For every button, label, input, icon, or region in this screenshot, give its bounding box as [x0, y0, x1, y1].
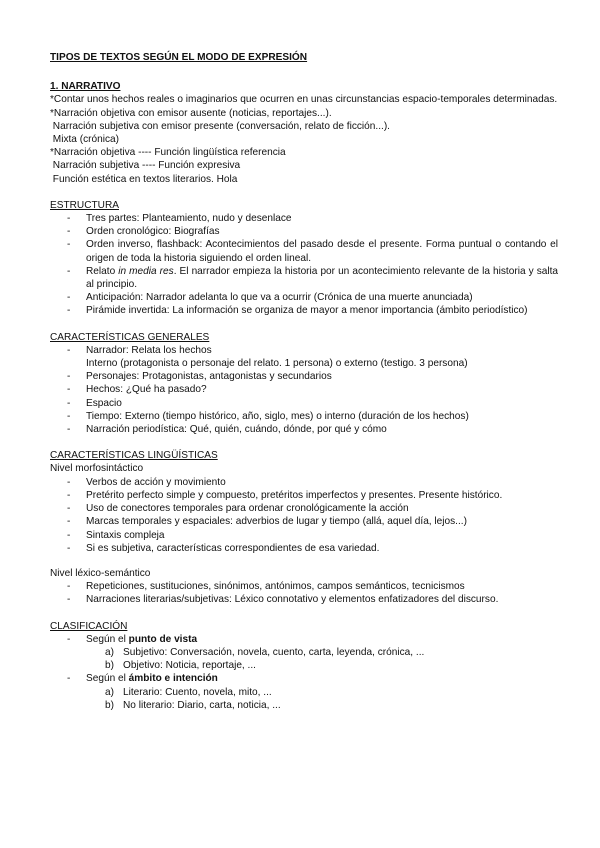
section-heading-clasificacion: CLASIFICACIÓN: [50, 620, 128, 632]
list-item: - Narraciones literarias/subjetivas: Léxico connotativo y elementos enfatizadores del discurso.: [50, 593, 558, 606]
section-heading-generales: CARACTERÍSTICAS GENERALES: [50, 331, 210, 343]
sub-item-marker: b): [105, 699, 114, 711]
section-estructura: [50, 199, 558, 318]
list-item: - Anticipación: Narrador adelanta lo que va a ocurrir (Crónica de una muerte anunciada): [50, 291, 558, 304]
list-item: - Personajes: Protagonistas, antagonistas y secundarios: [50, 370, 558, 383]
section-clasificacion: [50, 620, 558, 712]
narrador-text: - Narrador: Relata los hechos: [86, 344, 212, 356]
document-title: TIPOS DE TEXTOS SEGÚN EL MODO DE EXPRESIÓN: [50, 52, 308, 63]
clasificacion-list: [50, 633, 558, 646]
clasificacion-punto-de-vista: [50, 633, 558, 646]
sub-item-text: No literario: Diario, carta, noticia, ...: [123, 699, 281, 711]
list-item: - Uso de conectores temporales para ordenar cronológicamente la acción: [50, 502, 558, 515]
nivel-morfosintactico: Nivel morfosintáctico: [50, 463, 144, 475]
list-item: - Espacio: [50, 397, 558, 410]
list-item: - Tres partes: Planteamiento, nudo y desenlace: [50, 212, 558, 225]
intro-line: Función estética en textos literarios. Hola: [50, 173, 238, 185]
intro-line: *Contar unos hechos reales o imaginarios que ocurren en unas circunstancias espacio-temporales determinadas.: [50, 94, 558, 106]
list-item: - Repeticiones, sustituciones, sinónimos, antónimos, campos semánticos, tecnicismos: [50, 580, 558, 593]
group-prefix: Según el: [86, 673, 129, 685]
spacer: [50, 555, 558, 567]
sub-item-text: Objetivo: Noticia, reportaje, ...: [123, 660, 256, 672]
section-linguisticas: [50, 449, 558, 606]
list-item: - Narración periodística: Qué, quién, cuándo, dónde, por qué y cómo: [50, 423, 558, 436]
section-generales: [50, 331, 558, 437]
sub-item-marker: b): [105, 660, 114, 672]
generales-list: [50, 344, 558, 357]
relato-italic: in media res: [118, 265, 174, 277]
list-item: - Verbos de acción y movimiento: [50, 476, 558, 489]
sub-item: [50, 699, 558, 712]
group-bold: punto de vista: [128, 633, 198, 645]
document-page: [50, 51, 558, 712]
sub-item-text: Subjetivo: Conversación, novela, cuento, carta, leyenda, crónica, ...: [123, 646, 425, 658]
intro-line: Narración subjetiva con emisor presente (conversación, relato de ficción...).: [50, 120, 390, 132]
sub-item: [50, 686, 558, 699]
list-item: - Pirámide invertida: La información se organiza de mayor a menor importancia (ámbito periodístico): [50, 304, 558, 317]
generales-list-rest: [50, 370, 558, 436]
ambito-sublist: [50, 686, 558, 712]
intro-line: *Narración objetiva ---- Función lingüística referencia: [50, 147, 286, 159]
narrador-continuation: Interno (protagonista o personaje del relato. 1 persona) o externo (testigo. 3 persona): [86, 358, 468, 370]
section-heading-estructura: ESTRUCTURA: [50, 199, 119, 211]
group-bold: ámbito e intención: [128, 673, 218, 685]
sub-item: [50, 659, 558, 672]
morfosintactico-list: [50, 476, 558, 555]
list-item: - Tiempo: Externo (tiempo histórico, año, siglo, mes) o interno (duración de los hechos): [50, 410, 558, 423]
section-heading-linguisticas: CARACTERÍSTICAS LINGÜÍSTICAS: [50, 450, 218, 462]
list-item: - Hechos: ¿Qué ha pasado?: [50, 383, 558, 396]
sub-item-marker: a): [105, 646, 114, 658]
list-item: - Si es subjetiva, características correspondientes de esa variedad.: [50, 542, 558, 555]
list-item-narrador: [50, 344, 558, 357]
list-item: - Orden inverso, flashback: Acontecimientos del pasado desde el presente. Forma puntual o contando el origen de toda la historia siguiendo el orden lineal.: [50, 238, 558, 264]
punto-de-vista-sublist: [50, 646, 558, 672]
relato-prefix: Relato: [86, 265, 119, 277]
section-heading-narrativo: 1. NARRATIVO: [50, 81, 121, 93]
relato-rest: . El narrador empieza la historia por un acontecimiento relevante de la historia y salta al principio.: [86, 265, 559, 291]
intro-line: *Narración objetiva con emisor ausente (noticias, reportajes...).: [50, 107, 332, 119]
intro-line: Mixta (crónica): [50, 134, 119, 146]
estructura-list: [50, 212, 558, 318]
section-narrativo: [50, 80, 558, 186]
clasificacion-ambito: [50, 672, 558, 685]
nivel-lexico-semantico: Nivel léxico-semántico: [50, 567, 151, 579]
clasificacion-list-2: [50, 672, 558, 685]
list-item: - Orden cronológico: Biografías: [50, 225, 558, 238]
list-item: - Sintaxis compleja: [50, 529, 558, 542]
intro-line: Narración subjetiva ---- Función expresiva: [50, 160, 241, 172]
sub-item-marker: a): [105, 686, 114, 698]
sub-item-text: Literario: Cuento, novela, mito, ...: [123, 686, 272, 698]
sub-item: [50, 646, 558, 659]
lexico-list: [50, 580, 558, 606]
list-item: - Marcas temporales y espaciales: adverbios de lugar y tiempo (allá, aquel día, lejos...): [50, 515, 558, 528]
list-item-relato: [50, 265, 558, 291]
list-item: - Pretérito perfecto simple y compuesto, pretéritos imperfectos y presentes. Presente histórico.: [50, 489, 558, 502]
group-prefix: Según el: [86, 633, 129, 645]
